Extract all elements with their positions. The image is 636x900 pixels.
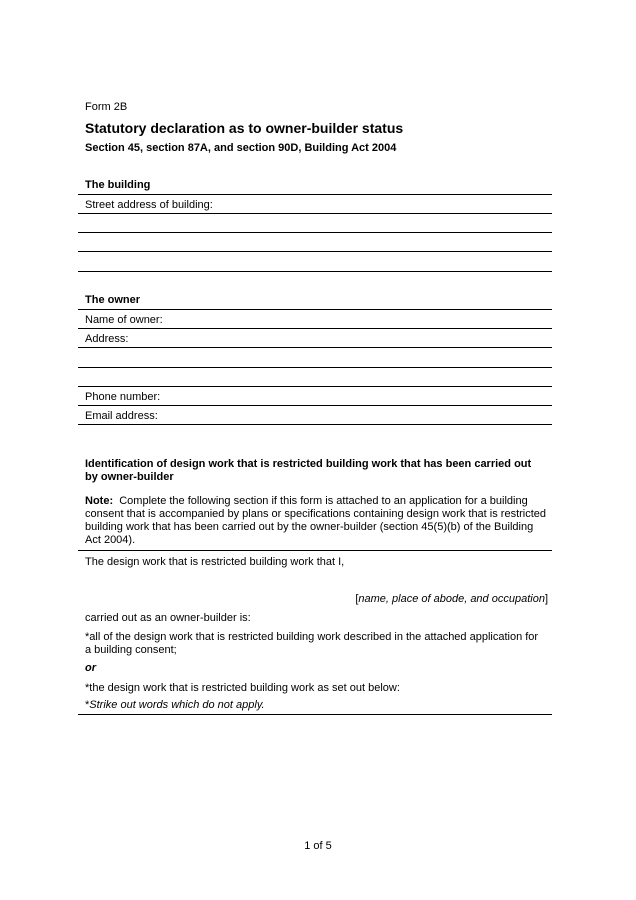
phone-line[interactable] bbox=[78, 405, 552, 406]
or-word: or bbox=[85, 662, 96, 674]
note-label: Note: bbox=[85, 495, 114, 507]
page-title: Statutory declaration as to owner-builder status bbox=[85, 120, 404, 136]
owner-address-label: Address: bbox=[85, 333, 129, 345]
street-address-line-2[interactable] bbox=[78, 232, 552, 233]
divider bbox=[78, 309, 552, 310]
owner-name-label: Name of owner: bbox=[85, 314, 163, 326]
strike-note-text: Strike out words which do not apply. bbox=[89, 699, 265, 711]
option-all: *all of the design work that is restricted building work described in the attached application for a building consent; bbox=[85, 631, 539, 656]
form-number: Form 2B bbox=[85, 101, 128, 113]
name-hint-text: name, place of abode, and occupation bbox=[358, 593, 545, 605]
note-text: Complete the following section if this form is attached to an application for a building consent that is accompanied by plans or specifications containing design work that is restricted building work that has been carried out by the owner-builder (section 45(5)(b) of the Building Act 2004). bbox=[85, 495, 547, 546]
street-address-line-4[interactable] bbox=[78, 271, 552, 272]
phone-label: Phone number: bbox=[85, 391, 161, 403]
page-subtitle: Section 45, section 87A, and section 90D, Building Act 2004 bbox=[85, 142, 397, 154]
email-label: Email address: bbox=[85, 410, 158, 422]
owner-heading: The owner bbox=[85, 294, 141, 306]
design-heading: Identification of design work that is restricted building work that has been carried out by owner-builder bbox=[85, 458, 532, 483]
note-paragraph bbox=[85, 495, 547, 547]
bracket-open: [ bbox=[355, 593, 359, 605]
design-intro: The design work that is restricted building work that I, bbox=[85, 556, 345, 568]
owner-name-line[interactable] bbox=[78, 328, 552, 329]
building-heading: The building bbox=[85, 179, 151, 191]
page-indicator: 1 of 5 bbox=[304, 840, 332, 852]
carried-out-text: carried out as an owner-builder is: bbox=[85, 612, 251, 624]
divider bbox=[78, 194, 552, 195]
option-set-out: *the design work that is restricted building work as set out below: bbox=[85, 682, 400, 694]
street-address-line-1[interactable] bbox=[78, 213, 552, 214]
owner-address-line-3[interactable] bbox=[78, 386, 552, 387]
divider bbox=[78, 550, 552, 551]
bracket-close: ] bbox=[544, 593, 548, 605]
strike-note: *Strike out words which do not apply. bbox=[85, 699, 265, 711]
divider bbox=[78, 714, 552, 715]
owner-address-line-1[interactable] bbox=[78, 347, 552, 348]
street-address-label: Street address of building: bbox=[85, 199, 213, 211]
owner-address-line-2[interactable] bbox=[78, 367, 552, 368]
street-address-line-3[interactable] bbox=[78, 251, 552, 252]
name-hint bbox=[355, 593, 548, 605]
email-line[interactable] bbox=[78, 424, 552, 425]
